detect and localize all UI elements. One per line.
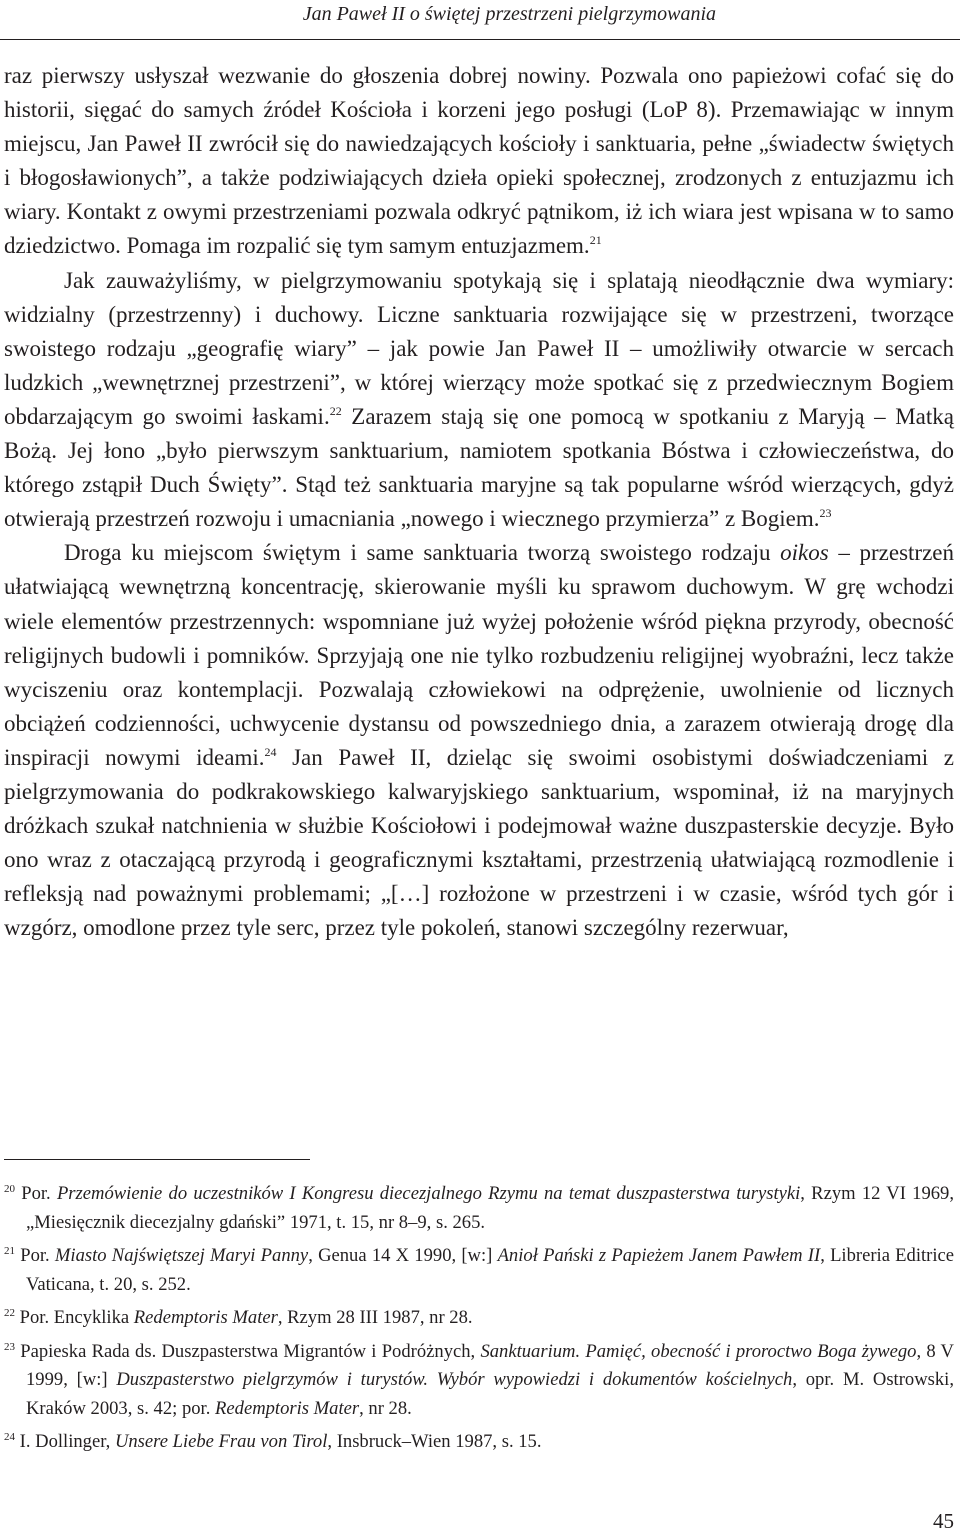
footnote-21: $^{21}$ Por. Miasto Najświętszej Maryi Panny, Genua 14 X 1990, [w:] Anioł Pański z Papieżem Janem Pawłem II, Libreria Editrice Vaticana, t. 20, s. 252. bbox=[4, 1245, 955, 1295]
footnote-number: 22 bbox=[4, 1307, 15, 1319]
footnote-number: 23 bbox=[4, 1340, 15, 1353]
running-header bbox=[0, 0, 960, 36]
paragraph-3: Droga ku miejscom świętym i same sanktuaria tworzą swoistego rodzaju oikos – przestrzeń ułatwiającą wewnętrzną koncentrację, skierowanie myśli ku sprawom duchowym. W grę wchodzi wiele elementów przestrzennych: wspomniane już wyżej położenie wśród piękna przyrody, obecność religijnych budowli i pomników. Sprzyjają one nie tylko rozbudzeniu religijnej wyobraźni, lecz także wyciszeniu oraz kontemplacji. Pozwalają człowiekowi na odprężenie, uwolnienie od licznych obciążeń codzienności, uchwycenie dystansu od powszedniego dnia, a zarazem otwierają drogę dla inspiracji nowymi ideami.$^{24}$ Jan Paweł II, dzieląc się swoimi osobistymi doświadczeniami z pielgrzymowania do podkrakowskiego kalwaryjskiego sanktuarium, wspominał, iż na maryjnych dróżkach szukał natchnienia w służbie Kościołowi i podejmował ważne duszpasterskie decyzje. Było ono wraz z otaczającą przyrodą i geograficznymi kształtami, przestrzenią ułatwiającą rozmodlenie i refleksją nad poważnymi problemami; „[…] rozłożone w przestrzeni i w czasie, wśród tych gór i wzgórz, omodlone przez tyle serc, przez tyle pokoleń, stanowi szczególny rezerwuar, bbox=[4, 540, 954, 941]
header-rule bbox=[0, 39, 960, 40]
footnote-ref-24[interactable]: 24 bbox=[264, 744, 277, 759]
paragraph-1: raz pierwszy usłyszał wezwanie do głoszenia dobrej nowiny. Pozwala ono papieżowi cofać się do historii, sięgać do samych źródeł Kościoła i korzeni jego posługi (LoP 8). Przemawiając w innym miejscu, Jan Paweł II zwrócił się do nawiedzających kościoły i sanktuaria, pełne „świadectw świętych i błogosławionych”, a także podziwiających dzieła opieki społecznej, zrodzonych z entuzjazmu ich wiary. Kontakt z owymi przestrzeniami pozwala odkryć pątnikom, iż ich wiara jest wpisana w to samo dziedzictwo. Pomaga im rozpalić się tym samym entuzjazmem.$^{21}$ bbox=[4, 63, 954, 259]
footnote-ref-22[interactable]: 22 bbox=[329, 403, 342, 418]
footnote-23: $^{23}$ Papieska Rada ds. Duszpasterstwa Migrantów i Podróżnych, Sanktuarium. Pamięć, obecność i proroctwo Boga żywego, 8 V 1999, [w:] Duszpasterstwo pielgrzymów i turystów. Wybór wypowiedzi i dokumentów kościelnych, opr. M. Ostrowski, Kraków 2003, s. 42; por. Redemptoris Mater, nr 28. bbox=[4, 1340, 954, 1419]
term-oikos: oikos bbox=[780, 540, 829, 566]
footnote-20: $^{20}$ Por. Przemówienie do uczestników I Kongresu diecezjalnego Rzymu na temat duszpasterstwa turystyki, Rzym 12 VI 1969, „Miesięcznik diecezjalny gdański” 1971, t. 15, nr 8–9, s. 265. bbox=[4, 1183, 954, 1233]
footnote-separator bbox=[4, 1159, 310, 1160]
paragraph-2: Jak zauważyliśmy, w pielgrzymowaniu spotykają się i splatają nieodłącznie dwa wymiary: widzialny (przestrzenny) i duchowy. Liczne sanktuaria rozwijające się w przestrzeni, tworzące swoistego rodzaju „geografię wiary” – jak powie Jan Paweł II – umożliwiły otwarcie w sercach ludzkich „wewnętrznej przestrzeni”, w której wierzący może spotkać się z przedwiecznym Bogiem obdarzającym go swoimi łaskami.$^{22}$ Zarazem stają się one pomocą w spotkaniu z Maryją – Matką Bożą. Jej łono „było pierwszym sanktuarium, namiotem spotkania Bóstwa i człowieczeństwa, do którego zstąpił Duch Święty”. Stąd też sanktuaria maryjne są tak popularne wśród wierzących, gdyż otwierają przestrzeń rozwoju i umacniania „nowego i wiecznego przymierza” z Bogiem.$^{23}$ bbox=[4, 267, 954, 532]
footnotes bbox=[4, 1180, 954, 1462]
footnote-number: 21 bbox=[4, 1245, 15, 1257]
footnote-number: 24 bbox=[4, 1431, 15, 1443]
footnote-ref-21[interactable]: 21 bbox=[589, 233, 602, 248]
running-title: Jan Paweł II o świętej przestrzeni pielgrzymowania bbox=[302, 3, 716, 25]
footnote-ref-23[interactable]: 23 bbox=[819, 506, 832, 521]
footnote-22: $^{22}$ Por. Encyklika Redemptoris Mater, Rzym 28 III 1987, nr 28. bbox=[4, 1307, 473, 1328]
footnote-24: $^{24}$ I. Dollinger, Unsere Liebe Frau von Tirol, Insbruck–Wien 1987, s. 15. bbox=[4, 1431, 542, 1452]
page-number: 45 bbox=[933, 1509, 954, 1533]
footnote-number: 20 bbox=[4, 1183, 15, 1195]
main-text bbox=[4, 59, 954, 945]
